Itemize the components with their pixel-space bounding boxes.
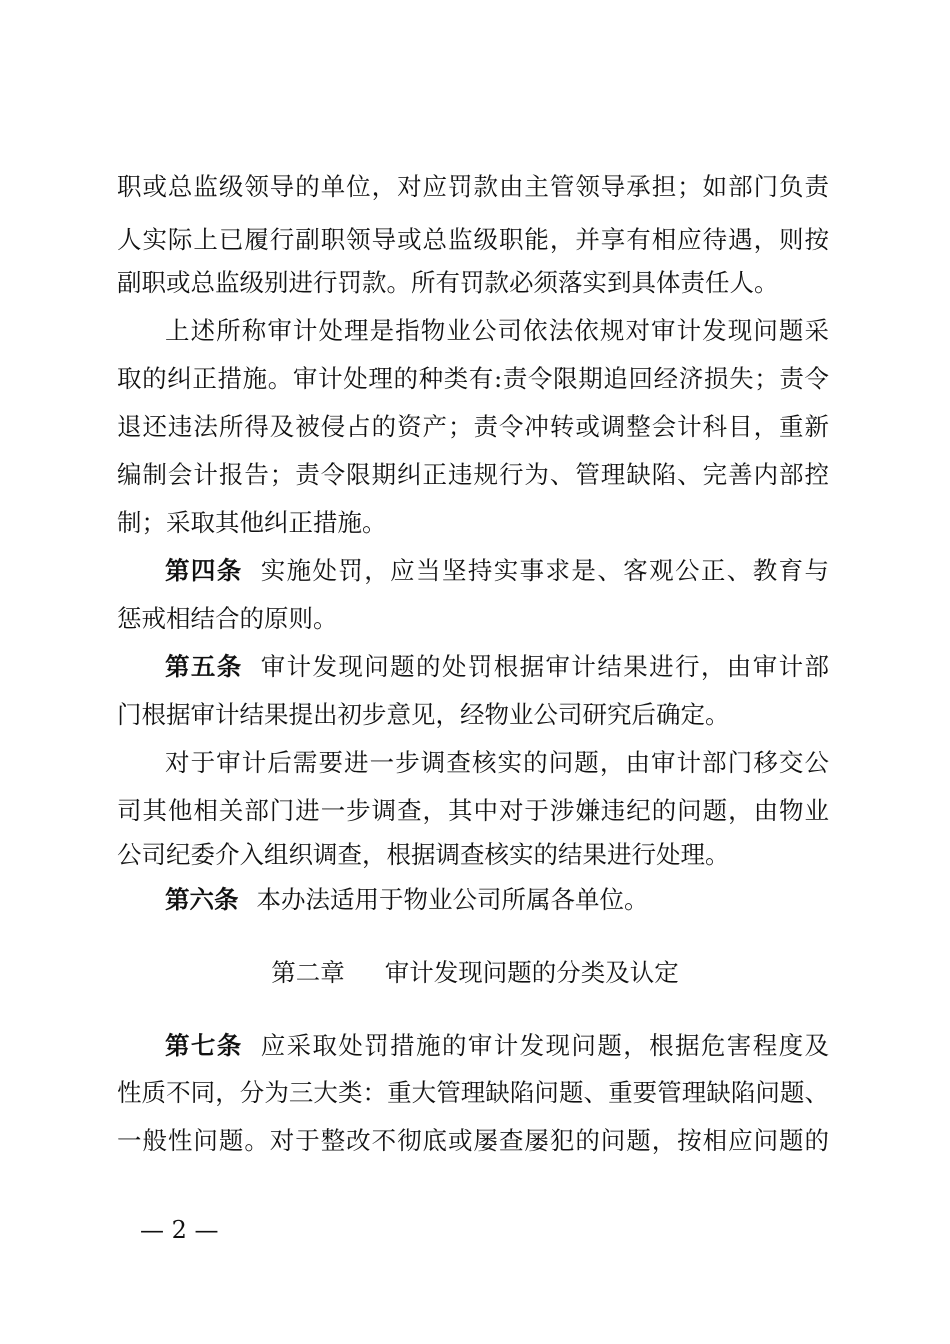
body-text-line: 副职或总监级别进行罚款。所有罚款必须落实到具体责任人。 xyxy=(117,268,779,297)
page-number: — 2 — xyxy=(140,1216,219,1244)
article-6-line xyxy=(165,885,829,915)
body-text-line: 司其他相关部门进一步调查，其中对于涉嫌违纪的问题，由物业 xyxy=(117,796,829,825)
body-text-line: 职或总监级领导的单位，对应罚款由主管领导承担；如部门负责 xyxy=(117,172,829,201)
body-text-line: 上述所称审计处理是指物业公司依法依规对审计发现问题采 xyxy=(165,316,829,345)
body-text-line: 性质不同，分为三大类：重大管理缺陷问题、重要管理缺陷问题、 xyxy=(117,1078,829,1107)
chapter-number: 第二章 xyxy=(271,958,345,987)
article-6-label: 第六条 xyxy=(165,885,239,914)
article-5-line xyxy=(165,652,829,682)
article-7-line xyxy=(165,1031,829,1061)
chapter-title: 审计发现问题的分类及认定 xyxy=(384,958,679,987)
body-text-line: 编制会计报告；责令限期纠正违规行为、管理缺陷、完善内部控 xyxy=(117,460,829,489)
article-7-label: 第七条 xyxy=(165,1031,243,1060)
article-5-text: 审计发现问题的处罚根据审计结果进行，由审计部 xyxy=(260,652,829,681)
chapter-heading xyxy=(0,958,950,988)
body-text-line: 惩戒相结合的原则。 xyxy=(117,604,338,633)
article-4-line xyxy=(165,556,829,586)
article-5-label: 第五条 xyxy=(165,652,243,681)
body-text-line: 取的纠正措施。审计处理的种类有:责令限期追回经济损失；责令 xyxy=(117,364,829,393)
body-text-line: 制；采取其他纠正措施。 xyxy=(117,508,387,537)
article-7-text: 应采取处罚措施的审计发现问题，根据危害程度及 xyxy=(260,1031,829,1060)
article-4-text: 实施处罚，应当坚持实事求是、客观公正、教育与 xyxy=(260,556,829,585)
article-6-text: 本办法适用于物业公司所属各单位。 xyxy=(256,885,649,914)
body-text-line: 一般性问题。对于整改不彻底或屡查屡犯的问题，按相应问题的 xyxy=(117,1126,829,1155)
body-text-line: 公司纪委介入组织调查，根据调查核实的结果进行处理。 xyxy=(117,840,730,869)
body-text-line: 退还违法所得及被侵占的资产；责令冲转或调整会计科目，重新 xyxy=(117,412,829,441)
body-text-line: 门根据审计结果提出初步意见，经物业公司研究后确定。 xyxy=(117,700,730,729)
body-text-line: 人实际上已履行副职领导或总监级职能，并享有相应待遇，则按 xyxy=(117,225,829,254)
article-4-label: 第四条 xyxy=(165,556,243,585)
body-text-line: 对于审计后需要进一步调查核实的问题，由审计部门移交公 xyxy=(165,748,829,777)
